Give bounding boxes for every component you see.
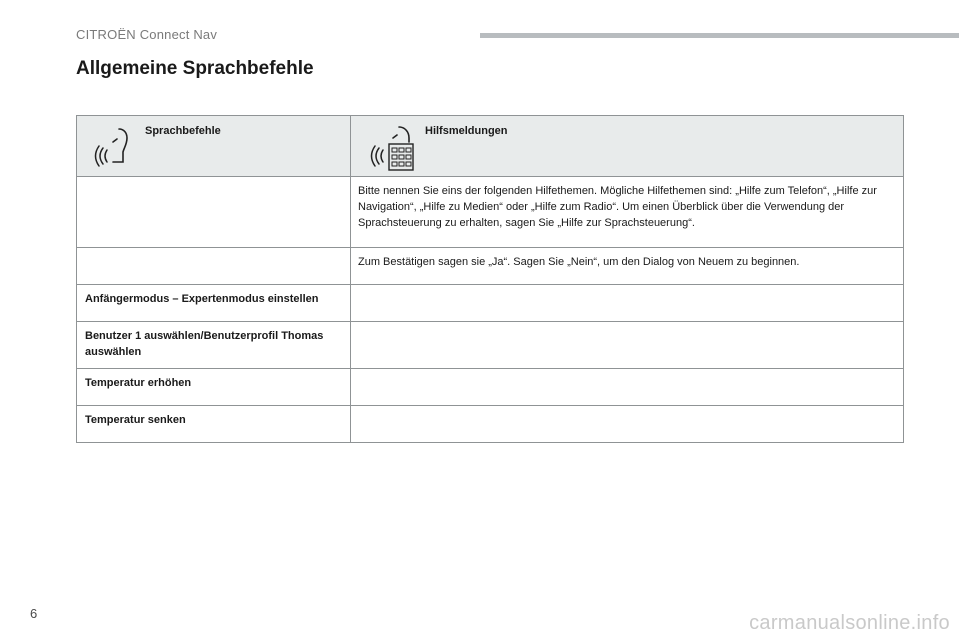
response-cell	[351, 322, 904, 369]
command-cell: Anfängermodus – Expertenmodus einstellen	[77, 285, 351, 322]
command-cell: Temperatur senken	[77, 406, 351, 443]
response-cell	[351, 285, 904, 322]
command-cell: Benutzer 1 auswählen/Benutzerprofil Thomas auswählen	[77, 322, 351, 369]
column-header-commands	[77, 116, 351, 177]
table-row	[77, 322, 904, 369]
watermark: carmanualsonline.info	[749, 612, 950, 634]
table-row	[77, 248, 904, 285]
voice-command-icon	[93, 126, 133, 170]
table-header-row	[77, 116, 904, 177]
response-cell: Bitte nennen Sie eins der folgenden Hilfethemen. Mögliche Hilfethemen sind: „Hilfe zum Telefon“, „Hilfe zur Navigation“, „Hilfe zu Medien“ oder „Hilfe zum Radio“. Um einen Überblick über die Verwendung der Sprachsteuerung zu erhalten, sagen Sie „Hilfe zur Sprachsteuerung“.	[351, 177, 904, 248]
column-header-help-label: Hilfsmeldungen	[425, 125, 508, 137]
column-header-commands-label: Sprachbefehle	[145, 125, 221, 137]
page-title: Allgemeine Sprachbefehle	[76, 58, 314, 79]
page-number: 6	[30, 606, 38, 621]
response-cell	[351, 406, 904, 443]
table-row	[77, 177, 904, 248]
table-row	[77, 369, 904, 406]
help-message-icon	[369, 124, 417, 174]
header-rule	[480, 33, 959, 38]
header-title: CITROËN Connect Nav	[76, 27, 218, 42]
table-row	[77, 285, 904, 322]
command-cell	[77, 248, 351, 285]
response-cell: Zum Bestätigen sagen sie „Ja“. Sagen Sie „Nein“, um den Dialog von Neuem zu beginnen.	[351, 248, 904, 285]
table-row	[77, 406, 904, 443]
response-cell	[351, 369, 904, 406]
command-cell: Temperatur erhöhen	[77, 369, 351, 406]
command-cell	[77, 177, 351, 248]
column-header-help	[351, 116, 904, 177]
voice-commands-table	[76, 115, 904, 443]
